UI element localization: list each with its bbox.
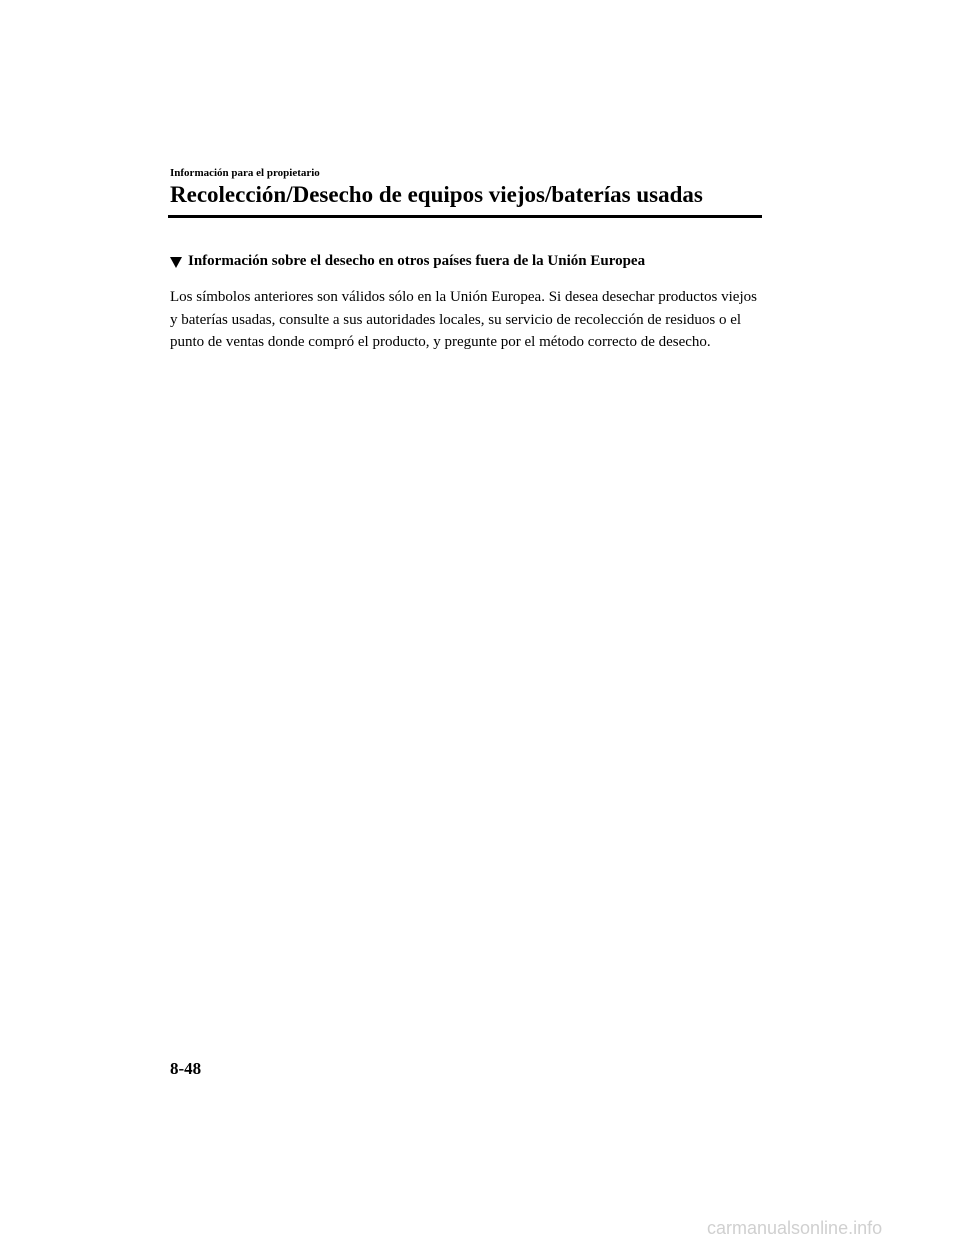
section-label: Información para el propietario — [170, 167, 320, 179]
subheading — [170, 253, 645, 270]
page-number: 8-48 — [170, 1059, 202, 1078]
body-paragraph: Los símbolos anteriores son válidos sólo en la Unión Europea. Si desea desechar productos viejos y baterías usadas, consulte a sus autoridades locales, su servicio de recolección de residuos o el punto de ventas donde compró el producto, y pregunte por el método correcto de desecho. — [170, 289, 757, 350]
watermark-link[interactable]: carmanualsonline.info — [707, 1218, 883, 1238]
page-title: Recolección/Desecho de equipos viejos/baterías usadas — [170, 182, 703, 207]
down-triangle-icon — [170, 257, 182, 268]
subheading-text: Información sobre el desecho en otros países fuera de la Unión Europea — [188, 253, 646, 269]
title-divider — [168, 215, 762, 218]
